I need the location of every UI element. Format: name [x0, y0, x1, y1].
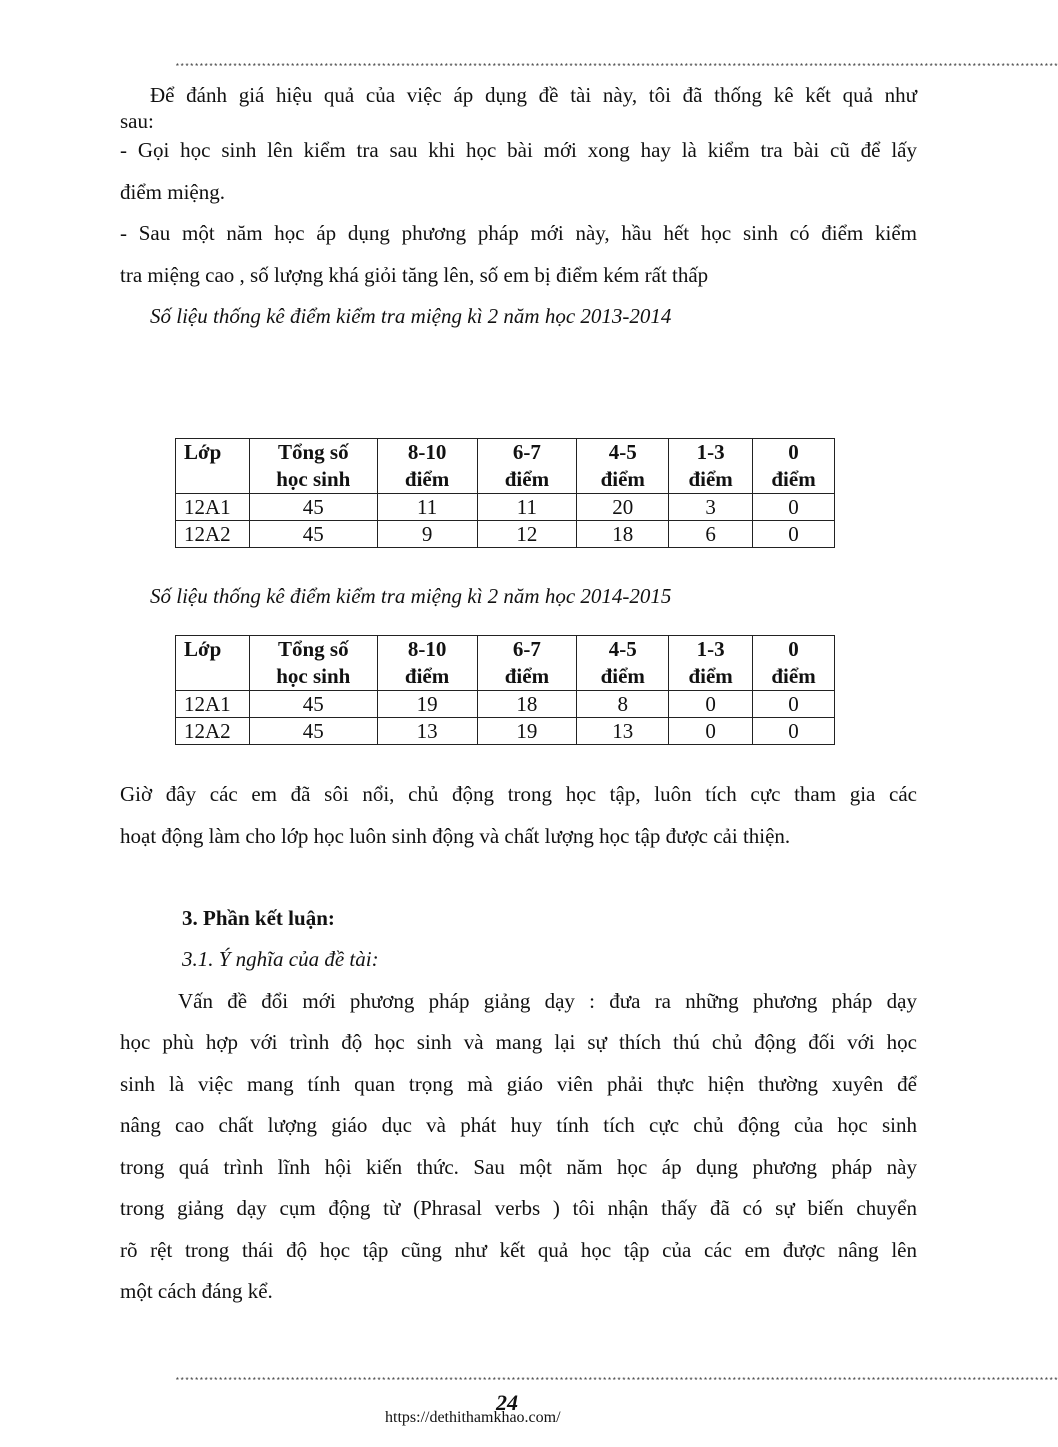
conclusion-line-5: trong quá trình lĩnh hội kiến thức. Sau một năm học áp dụng phương pháp này [120, 1155, 917, 1179]
table-cell: 12A2 [176, 718, 250, 745]
footer-separator: **************************************************************************************************************************************************************************************** [175, 1377, 1058, 1386]
bullet-2-line-a: - Sau một năm học áp dụng phương pháp mới này, hầu hết học sinh có điểm kiểm [120, 221, 917, 245]
table1-header-row [176, 439, 835, 494]
conclusion-line-6: trong giảng dạy cụm động từ (Phrasal verbs ) tôi nhận thấy đã có sự biến chuyển [120, 1196, 917, 1220]
table-cell: 19 [377, 691, 477, 718]
table-cell: 0 [753, 691, 835, 718]
table-cell: 12A2 [176, 521, 250, 548]
table-cell: 9 [377, 521, 477, 548]
after-line-1: Giờ đây các em đã sôi nổi, chủ động trong học tập, luôn tích cực tham gia các [120, 782, 917, 806]
table2-header-8-10: 8-10 điểm [377, 636, 477, 691]
conclusion-line-2: học phù hợp với trình độ học sinh và mang lại sự thích thú chủ động đối với học [120, 1030, 917, 1054]
table1-header-6-7: 6-7 điểm [477, 439, 577, 494]
table-cell: 3 [669, 494, 753, 521]
conclusion-subheading: 3.1. Ý nghĩa của đề tài: [182, 947, 379, 971]
table1-caption: Số liệu thống kê điểm kiểm tra miệng kì 2 năm học 2013-2014 [150, 304, 672, 328]
table1-header-total: Tổng số học sinh [249, 439, 377, 494]
table1-header-8-10: 8-10 điểm [377, 439, 477, 494]
conclusion-line-1: Vấn đề đổi mới phương pháp giảng dạy : đưa ra những phương pháp dạy [178, 989, 917, 1013]
table-cell: 13 [577, 718, 669, 745]
table-cell: 45 [249, 521, 377, 548]
table-cell: 0 [669, 691, 753, 718]
header-separator: **************************************************************************************************************************************************************************************** [175, 63, 1058, 72]
after-line-2: hoạt động làm cho lớp học luôn sinh động và chất lượng học tập được cải thiện. [120, 824, 791, 848]
bullet-1-line-b: điểm miệng. [120, 180, 225, 204]
table1-header-1-3: 1-3 điểm [669, 439, 753, 494]
table2-header-class: Lớp [176, 636, 250, 691]
table-cell: 0 [753, 521, 835, 548]
table1-header-0: 0 điểm [753, 439, 835, 494]
conclusion-line-4: nâng cao chất lượng giáo dục và phát huy tính tích cực chủ động của học sinh [120, 1113, 917, 1137]
table-cell: 11 [477, 494, 577, 521]
table-cell: 45 [249, 691, 377, 718]
table-row [176, 494, 835, 521]
table2-header-4-5: 4-5 điểm [577, 636, 669, 691]
table-cell: 45 [249, 718, 377, 745]
table-cell: 18 [477, 691, 577, 718]
bullet-2-line-b: tra miệng cao , số lượng khá giỏi tăng lên, số em bị điểm kém rất thấp [120, 263, 709, 287]
conclusion-heading: 3. Phần kết luận: [182, 906, 335, 930]
conclusion-line-7: rõ rệt trong thái độ học tập cũng như kết quả học tập của các em được nâng lên [120, 1238, 917, 1262]
table2-caption: Số liệu thống kê điểm kiểm tra miệng kì 2 năm học 2014-2015 [150, 584, 672, 608]
table-cell: 0 [753, 494, 835, 521]
table2-header-1-3: 1-3 điểm [669, 636, 753, 691]
table2-header-total: Tổng số học sinh [249, 636, 377, 691]
table-cell: 0 [669, 718, 753, 745]
table-cell: 12A1 [176, 691, 250, 718]
table-cell: 6 [669, 521, 753, 548]
table-cell: 18 [577, 521, 669, 548]
conclusion-line-3: sinh là việc mang tính quan trọng mà giáo viên phải thực hiện thường xuyên để [120, 1072, 917, 1096]
table-cell: 8 [577, 691, 669, 718]
table1-header-class: Lớp [176, 439, 250, 494]
page-number: 24 [496, 1390, 518, 1415]
table-row [176, 691, 835, 718]
table-cell: 19 [477, 718, 577, 745]
footer-url[interactable]: https://dethithamkhao.com/ [385, 1409, 561, 1426]
table2-header-0: 0 điểm [753, 636, 835, 691]
table2-header-6-7: 6-7 điểm [477, 636, 577, 691]
table-cell: 12 [477, 521, 577, 548]
table-cell: 45 [249, 494, 377, 521]
table-2014-2015 [175, 635, 835, 745]
table-cell: 20 [577, 494, 669, 521]
table-2013-2014 [175, 438, 835, 548]
table2-header-row [176, 636, 835, 691]
table-cell: 11 [377, 494, 477, 521]
table-row [176, 718, 835, 745]
intro-line-2: sau: [120, 109, 154, 133]
table1-header-4-5: 4-5 điểm [577, 439, 669, 494]
table-cell: 13 [377, 718, 477, 745]
table-cell: 12A1 [176, 494, 250, 521]
intro-line-1: Để đánh giá hiệu quả của việc áp dụng đề tài này, tôi đã thống kê kết quả như [150, 83, 917, 107]
conclusion-line-8: một cách đáng kể. [120, 1279, 273, 1303]
table-cell: 0 [753, 718, 835, 745]
table-row [176, 521, 835, 548]
bullet-1-line-a: - Gọi học sinh lên kiểm tra sau khi học bài mới xong hay là kiểm tra bài cũ để lấy [120, 138, 917, 162]
